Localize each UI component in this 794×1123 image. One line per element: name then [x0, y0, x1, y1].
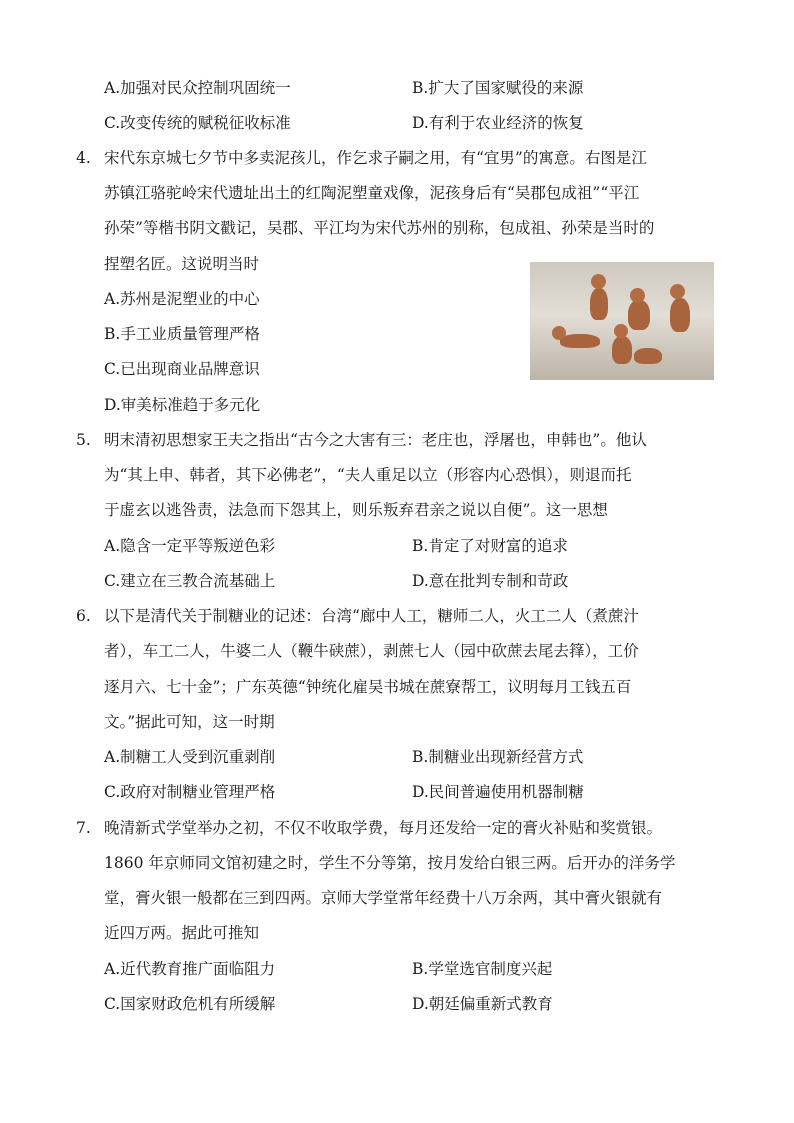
q4-option-a: A.苏州是泥塑业的中心	[104, 290, 260, 308]
q6-number: 6.	[76, 607, 91, 625]
q7-stem-line: 近四万两。据此可推知	[104, 924, 260, 942]
q3-option-c: C.改变传统的赋税征收标准	[104, 114, 291, 132]
q4-option-b: B.手工业质量管理严格	[104, 325, 260, 343]
q7-option-b: B.学堂选官制度兴起	[412, 960, 553, 978]
q6-stem-line: 以下是清代关于制糖业的记述：台湾“廊中人工，糖师二人，火工二人（煮蔗汁	[104, 607, 639, 625]
q7-option-c: C.国家财政危机有所缓解	[104, 995, 276, 1013]
q6-option-a: A.制糖工人受到沉重剥削	[104, 748, 276, 766]
q7-option-d: D.朝廷偏重新式教育	[412, 995, 553, 1013]
q5-option-a: A.隐含一定平等叛逆色彩	[104, 537, 276, 555]
q4-number: 4.	[76, 149, 91, 167]
q3-option-b: B.扩大了国家赋役的来源	[412, 79, 584, 97]
q6-option-d: D.民间普遍使用机器制糖	[412, 783, 584, 801]
q4-option-d: D.审美标准趋于多元化	[104, 396, 261, 414]
q6-option-b: B.制糖业出现新经营方式	[412, 748, 584, 766]
q7-number: 7.	[76, 819, 91, 837]
q4-stem-line: 孙荣”等楷书阴文戳记，吴郡、平江均为宋代苏州的别称，包成祖、孙荣是当时的	[104, 219, 655, 237]
q7-stem-line: 1860 年京师同文馆初建之时，学生不分等第，按月发给白银三两。后开办的洋务学	[104, 854, 676, 872]
clay-figurines-photo	[530, 262, 714, 380]
q4-stem-line: 苏镇江骆驼岭宋代遗址出土的红陶泥塑童戏像，泥孩身后有“吴郡包成祖”“平江	[104, 184, 640, 202]
q5-stem-line: 于虚玄以逃咎责，法急而下怨其上，则乐叛弃君亲之说以自便”。这一思想	[104, 501, 608, 519]
q3-option-a: A.加强对民众控制巩固统一	[104, 79, 291, 97]
q7-stem-line: 堂，膏火银一般都在三到四两。京师大学堂常年经费十八万余两，其中膏火银就有	[104, 889, 663, 907]
q5-stem-line: 为“其上申、韩者，其下必佛老”，“夫人重足以立（形容内心恐惧），则退而托	[104, 466, 632, 484]
q5-stem-line: 明末清初思想家王夫之指出“古今之大害有三：老庄也，浮屠也，申韩也”。他认	[104, 431, 647, 449]
q6-stem-line: 者），车工二人，牛婆二人（鞭牛硖蔗），剥蔗七人（园中砍蔗去尾去箨），工价	[104, 642, 639, 660]
q7-stem-line: 晚清新式学堂举办之初，不仅不收取学费，每月还发给一定的膏火补贴和奖赏银。	[104, 819, 663, 837]
q6-option-c: C.政府对制糖业管理严格	[104, 783, 276, 801]
q7-option-a: A.近代教育推广面临阻力	[104, 960, 276, 978]
q4-stem-line: 宋代东京城七夕节中多卖泥孩儿，作乞求子嗣之用，有“宜男”的寓意。右图是江	[104, 149, 647, 167]
q5-option-b: B.肯定了对财富的追求	[412, 537, 568, 555]
q3-option-d: D.有利于农业经济的恢复	[412, 114, 584, 132]
q6-stem-line: 逐月六、七十金”；广东英德“钟统化雇吴书城在蔗寮帮工，议明每月工钱五百	[104, 678, 632, 696]
q4-option-c: C.已出现商业品牌意识	[104, 360, 260, 378]
q6-stem-line: 文。”据此可知，这一时期	[104, 713, 275, 731]
q5-option-c: C.建立在三教合流基础上	[104, 572, 276, 590]
q5-number: 5.	[76, 431, 91, 449]
q4-stem-line: 捏塑名匠。这说明当时	[104, 255, 260, 273]
q5-option-d: D.意在批判专制和苛政	[412, 572, 569, 590]
